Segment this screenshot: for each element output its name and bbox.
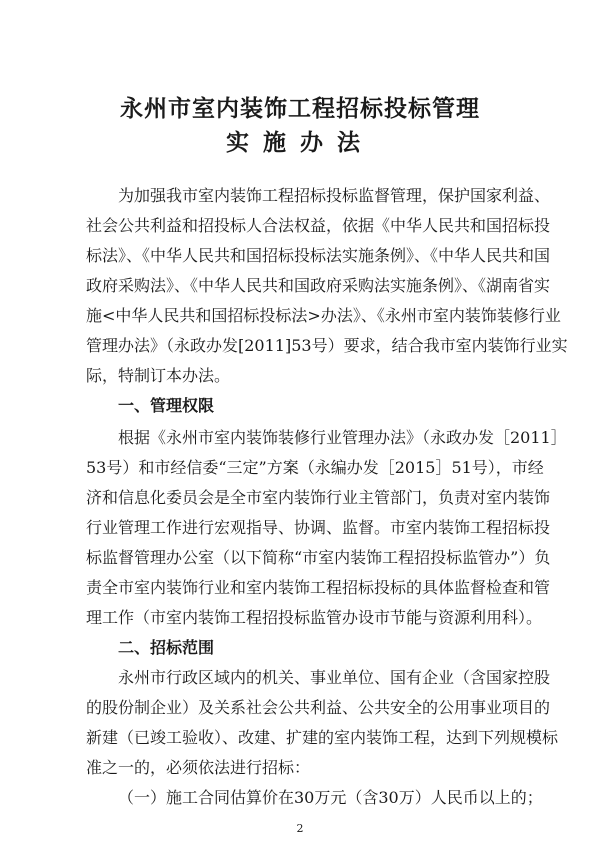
paragraph-line: 标监督管理办公室（以下简称“市室内装饰工程招投标监管办”）负 — [86, 548, 551, 567]
paragraph-line: 济和信息化委员会是全市室内装饰行业主管部门，负责对室内装饰 — [86, 488, 551, 507]
paragraph-line: 新建（已竣工验收）、改建、扩建的室内装饰工程，达到下列规模标 — [86, 728, 559, 747]
paragraph-line: 根据《永州市室内装饰装修行业管理办法》（永政办发［2011］ — [118, 428, 567, 447]
paragraph-line: 社会公共利益和招投标人合法权益，依据《中华人民共和国招标投 — [86, 216, 551, 235]
section-heading: 二、招标范围 — [118, 638, 215, 657]
paragraph-line: 标法》、《中华人民共和国招标投标法实施条例》、《中华人民共和国 — [86, 246, 551, 265]
paragraph-line: 准之一的，必须依法进行招标： — [86, 758, 311, 777]
paragraph-line: 的股份制企业）及关系社会公共利益、公共安全的公用事业项目的 — [86, 698, 551, 717]
paragraph-line: （一）施工合同估算价在30万元（含30万）人民币以上的； — [118, 788, 543, 807]
paragraph-line: 为加强我市室内装饰工程招标投标监督管理，保护国家利益、 — [118, 186, 551, 205]
paragraph-line: 永州市行政区域内的机关、事业单位、国有企业（含国家控股 — [118, 668, 551, 687]
paragraph-line: 责全市室内装饰行业和室内装饰工程招标投标的具体监督检查和管 — [86, 578, 551, 597]
section-heading: 一、管理权限 — [118, 396, 215, 415]
paragraph-line: 施<中华人民共和国招标投标法>办法》、《永州市室内装饰装修行业 — [86, 306, 561, 325]
document-title: 永州市室内装饰工程招标投标管理 — [120, 95, 480, 122]
page-number: 2 — [296, 822, 304, 835]
paragraph-line: 际，特制订本办法。 — [86, 366, 231, 385]
paragraph-line: 53号）和市经信委“三定”方案（永编办发［2015］51号），市经 — [86, 458, 544, 477]
paragraph-line: 政府采购法》、《中华人民共和国政府采购法实施条例》、《湖南省实 — [86, 276, 551, 295]
paragraph-line: 行业管理工作进行宏观指导、协调、监督。市室内装饰工程招标投 — [86, 518, 551, 537]
document-subtitle: 实施办法 — [226, 129, 374, 156]
paragraph-line: 理工作（市室内装饰工程招投标监管办设市节能与资源利用科）。 — [86, 608, 543, 627]
paragraph-line: 管理办法》（永政办发[2011]53号）要求，结合我市室内装饰行业实 — [86, 336, 568, 355]
